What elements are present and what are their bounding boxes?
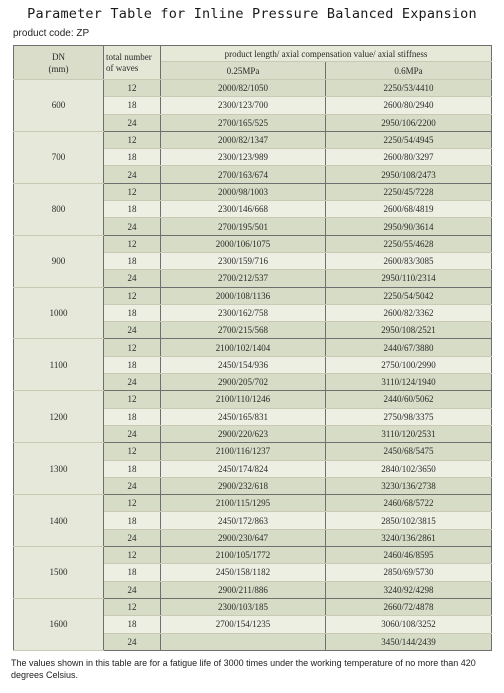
- pressure-low-header: 0.25MPa: [161, 62, 326, 80]
- high-pressure-cell: 3110/124/1940: [326, 374, 492, 391]
- table-row: [14, 183, 492, 200]
- waves-cell: 18: [104, 201, 161, 218]
- low-pressure-cell: 2100/115/1295: [161, 495, 326, 512]
- waves-cell: 12: [104, 547, 161, 564]
- table-row: [14, 598, 492, 615]
- low-pressure-cell: 2700/154/1235: [161, 616, 326, 633]
- low-pressure-cell: 2450/174/824: [161, 460, 326, 477]
- high-pressure-cell: 2440/67/3880: [326, 339, 492, 356]
- dn-cell: 1300: [14, 443, 104, 495]
- page-title: Parameter Table for Inline Pressure Balanced Expansion: [27, 6, 477, 22]
- high-pressure-cell: 2750/98/3375: [326, 408, 492, 425]
- dn-cell: 1100: [14, 339, 104, 391]
- high-pressure-cell: 2460/68/5722: [326, 495, 492, 512]
- waves-cell: 12: [104, 598, 161, 615]
- waves-cell: 12: [104, 235, 161, 252]
- waves-cell: 18: [104, 149, 161, 166]
- low-pressure-cell: 2900/220/623: [161, 425, 326, 442]
- high-pressure-cell: 2450/68/5475: [326, 443, 492, 460]
- dn-cell: 700: [14, 131, 104, 183]
- low-pressure-cell: 2700/163/674: [161, 166, 326, 183]
- low-pressure-cell: 2000/82/1050: [161, 80, 326, 97]
- high-pressure-cell: 2250/53/4410: [326, 80, 492, 97]
- table-body: [14, 80, 492, 651]
- waves-cell: 24: [104, 322, 161, 339]
- dn-cell: 800: [14, 183, 104, 235]
- low-pressure-cell: 2100/116/1237: [161, 443, 326, 460]
- high-pressure-cell: 3240/92/4298: [326, 581, 492, 598]
- high-pressure-cell: 2850/69/5730: [326, 564, 492, 581]
- waves-cell: 12: [104, 183, 161, 200]
- waves-cell: 24: [104, 529, 161, 546]
- high-pressure-cell: 3060/108/3252: [326, 616, 492, 633]
- waves-cell: 18: [104, 512, 161, 529]
- waves-header-line2: of waves: [106, 62, 139, 73]
- low-pressure-cell: 2000/82/1347: [161, 131, 326, 148]
- waves-cell: 24: [104, 581, 161, 598]
- waves-cell: 24: [104, 166, 161, 183]
- high-pressure-cell: 3240/136/2861: [326, 529, 492, 546]
- high-pressure-cell: 2950/110/2314: [326, 270, 492, 287]
- dn-cell: 1200: [14, 391, 104, 443]
- low-pressure-cell: 2450/154/936: [161, 356, 326, 373]
- table-row: [14, 391, 492, 408]
- low-pressure-cell: [161, 633, 326, 650]
- waves-cell: 12: [104, 339, 161, 356]
- waves-cell: 18: [104, 304, 161, 321]
- low-pressure-cell: 2300/146/668: [161, 201, 326, 218]
- dn-header-line2: (mm): [48, 63, 69, 74]
- dn-header-line1: DN: [52, 51, 65, 62]
- waves-cell: 24: [104, 425, 161, 442]
- high-pressure-cell: 2950/106/2200: [326, 114, 492, 131]
- high-pressure-cell: 2250/55/4628: [326, 235, 492, 252]
- waves-header-line1: total number: [106, 51, 152, 62]
- waves-cell: 24: [104, 114, 161, 131]
- low-pressure-cell: 2450/172/863: [161, 512, 326, 529]
- high-pressure-cell: 2950/90/3614: [326, 218, 492, 235]
- high-pressure-cell: 2600/80/3297: [326, 149, 492, 166]
- product-code: product code: ZP: [13, 28, 90, 39]
- low-pressure-cell: 2450/165/831: [161, 408, 326, 425]
- low-pressure-cell: 2300/123/700: [161, 97, 326, 114]
- low-pressure-cell: 2300/123/989: [161, 149, 326, 166]
- high-pressure-cell: 3110/120/2531: [326, 425, 492, 442]
- waves-cell: 12: [104, 131, 161, 148]
- high-pressure-cell: 2600/83/3085: [326, 252, 492, 269]
- high-pressure-cell: 2250/45/7228: [326, 183, 492, 200]
- waves-cell: 24: [104, 477, 161, 494]
- waves-cell: 18: [104, 616, 161, 633]
- dn-header: [14, 46, 104, 80]
- table-row: [14, 443, 492, 460]
- table-row: [14, 495, 492, 512]
- waves-header: [104, 46, 161, 80]
- dn-cell: 1000: [14, 287, 104, 339]
- high-pressure-cell: 2600/82/3362: [326, 304, 492, 321]
- dn-cell: 900: [14, 235, 104, 287]
- low-pressure-cell: 2300/103/185: [161, 598, 326, 615]
- dn-cell: 1500: [14, 547, 104, 599]
- high-pressure-cell: 2600/68/4819: [326, 201, 492, 218]
- low-pressure-cell: 2900/205/702: [161, 374, 326, 391]
- high-pressure-cell: 2660/72/4878: [326, 598, 492, 615]
- waves-cell: 24: [104, 218, 161, 235]
- waves-cell: 18: [104, 97, 161, 114]
- table-row: [14, 80, 492, 97]
- low-pressure-cell: 2000/108/1136: [161, 287, 326, 304]
- high-pressure-cell: 2950/108/2473: [326, 166, 492, 183]
- low-pressure-cell: 2100/102/1404: [161, 339, 326, 356]
- low-pressure-cell: 2900/230/647: [161, 529, 326, 546]
- high-pressure-cell: 3450/144/2439: [326, 633, 492, 650]
- waves-cell: 12: [104, 495, 161, 512]
- waves-cell: 12: [104, 80, 161, 97]
- waves-cell: 18: [104, 408, 161, 425]
- dn-cell: 600: [14, 80, 104, 132]
- high-pressure-cell: 3230/136/2738: [326, 477, 492, 494]
- waves-cell: 24: [104, 633, 161, 650]
- waves-cell: 12: [104, 287, 161, 304]
- waves-cell: 12: [104, 391, 161, 408]
- pressure-high-header: 0.6MPa: [326, 62, 492, 80]
- low-pressure-cell: 2000/98/1003: [161, 183, 326, 200]
- waves-cell: 24: [104, 270, 161, 287]
- waves-cell: 18: [104, 460, 161, 477]
- low-pressure-cell: 2900/211/886: [161, 581, 326, 598]
- high-pressure-cell: 2600/80/2940: [326, 97, 492, 114]
- high-pressure-cell: 2460/46/8595: [326, 547, 492, 564]
- waves-cell: 12: [104, 443, 161, 460]
- low-pressure-cell: 2700/195/501: [161, 218, 326, 235]
- low-pressure-cell: 2700/165/525: [161, 114, 326, 131]
- high-pressure-cell: 2850/102/3815: [326, 512, 492, 529]
- low-pressure-cell: 2100/110/1246: [161, 391, 326, 408]
- high-pressure-cell: 2440/60/5062: [326, 391, 492, 408]
- table-row: [14, 287, 492, 304]
- table-row: [14, 547, 492, 564]
- dn-cell: 1400: [14, 495, 104, 547]
- table-row: [14, 131, 492, 148]
- waves-cell: 18: [104, 252, 161, 269]
- high-pressure-cell: 2250/54/5042: [326, 287, 492, 304]
- low-pressure-cell: 2100/105/1772: [161, 547, 326, 564]
- table-row: [14, 235, 492, 252]
- low-pressure-cell: 2700/212/537: [161, 270, 326, 287]
- parameter-table: [13, 45, 492, 651]
- low-pressure-cell: 2000/106/1075: [161, 235, 326, 252]
- low-pressure-cell: 2300/159/716: [161, 252, 326, 269]
- high-pressure-cell: 2840/102/3650: [326, 460, 492, 477]
- footnote: The values shown in this table are for a fatigue life of 3000 times under the working temperature of no more than 420 degrees Celsius.: [11, 658, 476, 680]
- dn-cell: 1600: [14, 598, 104, 650]
- high-pressure-cell: 2750/100/2990: [326, 356, 492, 373]
- waves-cell: 18: [104, 356, 161, 373]
- high-pressure-cell: 2950/108/2521: [326, 322, 492, 339]
- product-header: product length/ axial compensation value/ axial stiffness: [161, 46, 492, 62]
- low-pressure-cell: 2450/158/1182: [161, 564, 326, 581]
- low-pressure-cell: 2900/232/618: [161, 477, 326, 494]
- low-pressure-cell: 2700/215/568: [161, 322, 326, 339]
- waves-cell: 24: [104, 374, 161, 391]
- low-pressure-cell: 2300/162/758: [161, 304, 326, 321]
- table-row: [14, 339, 492, 356]
- high-pressure-cell: 2250/54/4945: [326, 131, 492, 148]
- waves-cell: 18: [104, 564, 161, 581]
